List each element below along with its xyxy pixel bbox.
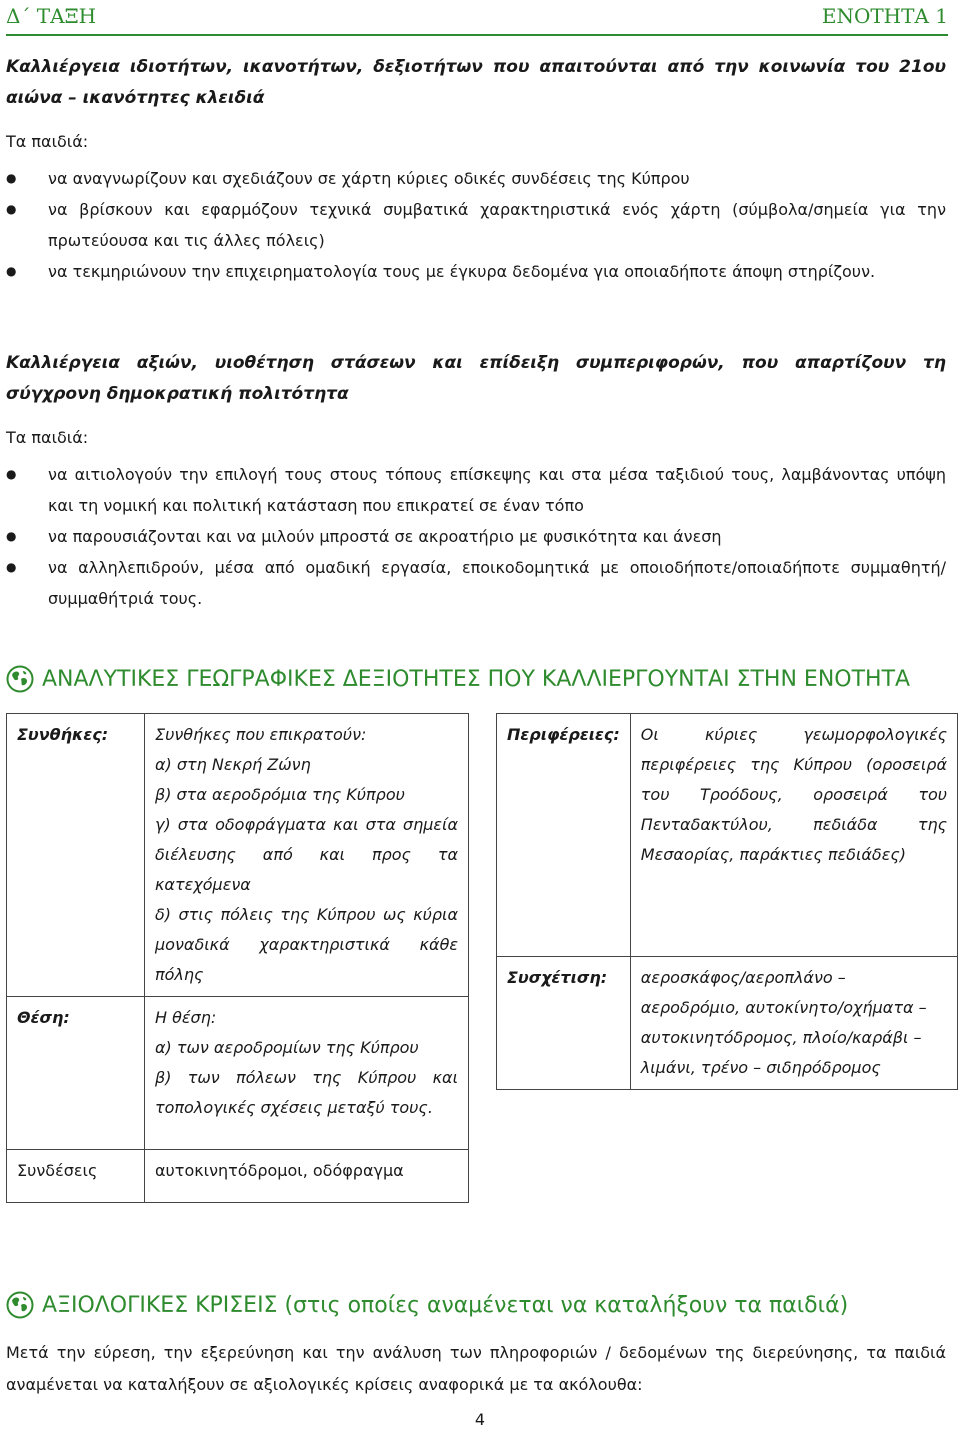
list-item: ● να βρίσκουν και εφαρμόζουν τεχνικά συμβατικά χαρακτηριστικά ενός χάρτη (σύμβολα/σημεία για την πρωτεύουσα και τις άλλες πόλεις) xyxy=(6,194,946,256)
values-block xyxy=(6,348,946,614)
conditions-label: Συνθήκες: xyxy=(7,714,145,997)
connections-value xyxy=(145,1150,469,1203)
conditions-value xyxy=(145,714,469,997)
page-header xyxy=(6,4,948,32)
value-line: δ) στις πόλεις της Κύπρου ως κύρια μοναδικά χαρακτηριστικά κάθε πόλης xyxy=(155,905,458,984)
value-line: Συνθήκες που επικρατούν: xyxy=(155,725,367,744)
value-line: αυτοκινητόδρομοι, οδόφραγμα xyxy=(155,1161,404,1180)
position-value xyxy=(145,997,469,1150)
list-item: ● να αιτιολογούν την επιλογή τους στους τόπους επίσκεψης και στα μέσα ταξιδιού τους, λαμβάνοντας υπόψη και τη νομική και πολιτική κατάσταση που επικρατεί σε έναν τόπο xyxy=(6,459,946,521)
value-line: β) των πόλεων της Κύπρου και τοπολογικές σχέσεις μεταξύ τους. xyxy=(155,1068,458,1117)
skills-kids-label: Τα παιδιά: xyxy=(6,132,89,151)
list-item: ● να αλληλεπιδρούν, μέσα από ομαδική εργασία, εποικοδομητικά με οποιοδήποτε/οποιαδήποτε συμμαθητή/συμμαθήτριά τους. xyxy=(6,552,946,614)
geo-heading-text: ΑΝΑΛΥΤΙΚΕΣ ΓΕΩΓΡΑΦΙΚΕΣ ΔΕΞΙΟΤΗΤΕΣ ΠΟΥ ΚΑΛΛΙΕΡΓΟΥΝΤΑΙ ΣΤΗΝ ΕΝΟΤΗΤΑ xyxy=(42,666,911,692)
value-line: Η θέση: xyxy=(155,1008,217,1027)
regions-value: Οι κύριες γεωμορφολογικές περιφέρειες της Κύπρου (οροσειρά του Τροόδους, οροσειρά του Πενταδακτύλου, πεδιάδα της Μεσαορίας, παράκτιες πεδιάδες) xyxy=(630,714,957,957)
globe-icon xyxy=(6,665,34,693)
right-skills-table xyxy=(496,713,958,1090)
table-row xyxy=(497,957,958,1090)
table-row xyxy=(7,1150,469,1203)
correlation-value: αεροσκάφος/αεροπλάνο – αεροδρόμιο, αυτοκίνητο/οχήματα – αυτοκινητόδρομος, πλοίο/καράβι – λιμάνι, τρένο – σιδηρόδρομος xyxy=(630,957,957,1090)
unit-label: ΕΝΟΤΗΤΑ 1 xyxy=(821,4,948,28)
table-row xyxy=(497,714,958,957)
left-skills-table xyxy=(6,713,469,1203)
value-line: γ) στα οδοφράγματα και στα σημεία διέλευσης από και προς τα κατεχόμενα xyxy=(155,815,458,894)
regions-label: Περιφέρειες: xyxy=(497,714,631,957)
value-line: β) στα αεροδρόμια της Κύπρου xyxy=(155,785,405,804)
values-list xyxy=(6,459,946,614)
values-title: Καλλιέργεια αξιών, υιοθέτηση στάσεων και επίδειξη συμπεριφορών, που απαρτίζουν τη σύγχρονη δημοκρατική πολιτότητα xyxy=(6,353,946,404)
connections-label: Συνδέσεις xyxy=(7,1150,145,1203)
skills-list xyxy=(6,163,946,287)
geo-section-heading xyxy=(6,662,946,696)
values-kids-label: Τα παιδιά: xyxy=(6,428,89,447)
eval-heading-text: ΑΞΙΟΛΟΓΙΚΕΣ ΚΡΙΣΕΙΣ (στις οποίες αναμένεται να καταλήξουν τα παιδιά) xyxy=(42,1292,849,1318)
list-item: ● να τεκμηριώνουν την επιχειρηματολογία τους με έγκυρα δεδομένα για οποιαδήποτε άποψη στηρίζουν. xyxy=(6,256,946,287)
value-line: α) των αεροδρομίων της Κύπρου xyxy=(155,1038,419,1057)
grade-label: Δ΄ ΤΑΞΗ xyxy=(6,4,97,28)
position-label: Θέση: xyxy=(7,997,145,1150)
value-line: α) στη Νεκρή Ζώνη xyxy=(155,755,311,774)
list-item: ● να αναγνωρίζουν και σχεδιάζουν σε χάρτη κύριες οδικές συνδέσεις της Κύπρου xyxy=(6,163,946,194)
header-divider xyxy=(6,34,948,36)
correlation-label: Συσχέτιση: xyxy=(497,957,631,1090)
page-number: 4 xyxy=(474,1410,486,1429)
skills-title: Καλλιέργεια ιδιοτήτων, ικανοτήτων, δεξιοτήτων που απαιτούνται από την κοινωνία του 21ου αιώνα – ικανότητες κλειδιά xyxy=(6,57,946,108)
table-row xyxy=(7,714,469,997)
eval-section-heading xyxy=(6,1288,946,1322)
list-item: ● να παρουσιάζονται και να μιλούν μπροστά σε ακροατήριο με φυσικότητα και άνεση xyxy=(6,521,946,552)
skills-block xyxy=(6,52,946,287)
globe-icon xyxy=(6,1291,34,1319)
eval-paragraph: Μετά την εύρεση, την εξερεύνηση και την ανάλυση των πληροφοριών / δεδομένων της διερεύνησης, τα παιδιά αναμένεται να καταλήξουν σε αξιολογικές κρίσεις αναφορικά με τα ακόλουθα: xyxy=(6,1343,946,1394)
table-row xyxy=(7,997,469,1150)
